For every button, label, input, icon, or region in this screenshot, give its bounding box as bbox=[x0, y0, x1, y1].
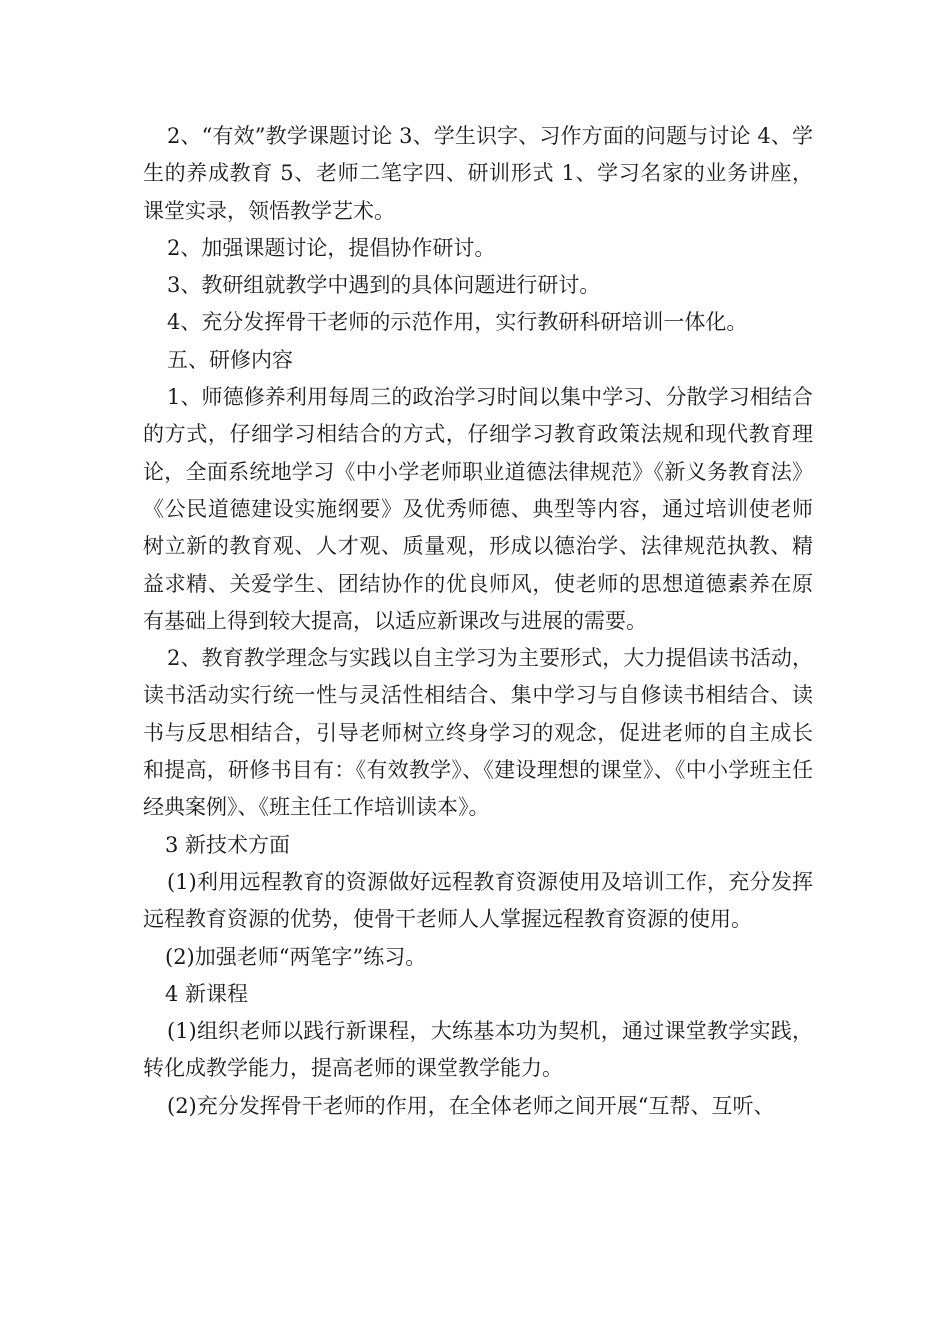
paragraph-organize-teachers: (1)组织老师以践行新课程，大练基本功为契机，通过课堂教学实践，转化成教学能力，提高老师的课堂教学能力。 bbox=[143, 1019, 813, 1081]
subheading-new-curriculum: 4 新课程 bbox=[165, 981, 249, 1006]
subheading-new-technology: 3 新技术方面 bbox=[165, 832, 291, 857]
paragraph-ethics-cultivation: 1、师德修养利用每周三的政治学习时间以集中学习、分散学习相结合的方式，仔细学习相结合的方式，仔细学习教育政策法规和现代教育理论，全面系统地学习《中小学老师职业道德法律规范》《新义务教育法》《公民道德建设实施纲要》及优秀师德、典型等内容，通过培训使老师树立新的教育观、人才观、质量观，形成以德治学、法律规范执教、精益求精、关爱学生、团结协作的优良师风，使老师的思想道德素养在原有基础上得到较大提高，以适应新课改与进展的需要。 bbox=[143, 385, 813, 633]
paragraph-mutual-help: (2)充分发挥骨干老师的作用，在全体老师之间开展“互帮、互听、 bbox=[167, 1093, 775, 1118]
paragraph-teaching-philosophy: 2、教育教学理念与实践以自主学习为主要形式，大力提倡读书活动，读书活动实行统一性与灵活性相结合、集中学习与自修读书相结合、读书与反思相结合，引导老师树立终身学习的观念，促进老师的自主成长和提高，研修书目有：《有效教学》、《建设理想的课堂》、《中小学班主任经典案例》、《班主任工作培训读本》。 bbox=[143, 646, 813, 820]
paragraph-research-discussion: 2、加强课题讨论，提倡协作研讨。 bbox=[167, 235, 496, 260]
document-body bbox=[143, 118, 813, 1125]
paragraph-backbone-teachers: 4、充分发挥骨干老师的示范作用，实行教研科研培训一体化。 bbox=[167, 310, 748, 335]
paragraph-topics: 2、“有效”教学课题讨论 3、学生识字、习作方面的问题与讨论 4、学生的养成教育 5、老师二笔字四、研训形式 1、学习名家的业务讲座，课堂实录，领悟教学艺术。 bbox=[143, 124, 813, 223]
paragraph-remote-education: (1)利用远程教育的资源做好远程教育资源使用及培训工作，充分发挥远程教育资源的优势，使骨干老师人人掌握远程教育资源的使用。 bbox=[143, 869, 813, 932]
paragraph-handwriting-practice: (2)加强老师“两笔字”练习。 bbox=[165, 944, 427, 969]
paragraph-teaching-group: 3、教研组就教学中遇到的具体问题进行研讨。 bbox=[167, 273, 601, 298]
section-heading-research-content: 五、研修内容 bbox=[167, 347, 293, 372]
